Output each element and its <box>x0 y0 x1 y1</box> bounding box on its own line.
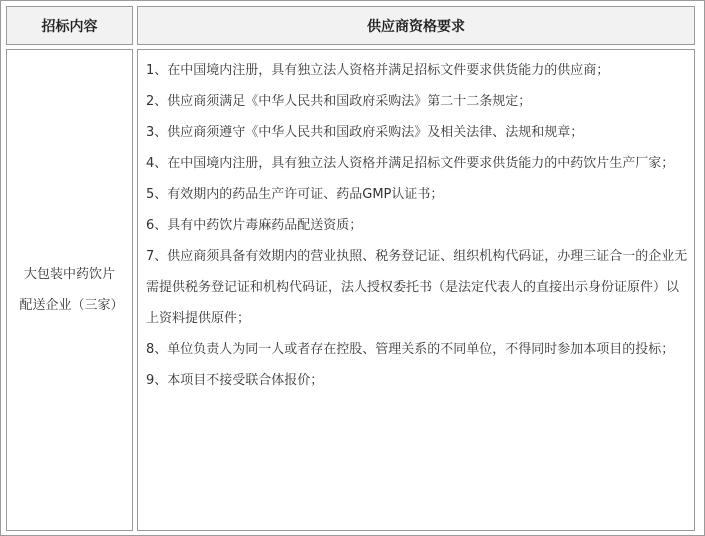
requirement-item: 1、在中国境内注册，具有独立法人资格并满足招标文件要求供货能力的供应商； <box>146 63 610 78</box>
header-bid-content <box>6 6 133 45</box>
requirement-item: 5、有效期内的药品生产许可证、药品GMP认证书； <box>146 187 444 202</box>
requirement-item: 2、供应商须满足《中华人民共和国政府采购法》第二十二条规定； <box>146 94 532 109</box>
header-supplier-requirements-label: 供应商资格要求 <box>367 18 465 35</box>
bid-item-name: 大包装中药饮片配送企业（三家） <box>19 267 124 313</box>
requirement-item: 9、本项目不接受联合体报价； <box>146 373 324 388</box>
requirement-item: 3、供应商须遵守《中华人民共和国政府采购法》及相关法律、法规和规章； <box>146 125 584 140</box>
header-supplier-requirements <box>137 6 695 45</box>
bid-content-cell <box>6 49 133 531</box>
requirement-item: 8、单位负责人为同一人或者存在控股、管理关系的不同单位，不得同时参加本项目的投标； <box>146 342 675 357</box>
requirement-item: 6、具有中药饮片毒麻药品配送资质； <box>146 218 363 233</box>
requirement-item: 4、在中国境内注册，具有独立法人资格并满足招标文件要求供货能力的中药饮片生产厂家； <box>146 156 675 171</box>
requirements-cell <box>137 49 695 531</box>
requirement-item: 7、供应商须具备有效期内的营业执照、税务登记证、组织机构代码证，办理三证合一的企业无需提供税务登记证和机构代码证，法人授权委托书（是法定代表人的直接出示身份证原件）以上资料提供原件； <box>146 249 688 326</box>
requirements-list <box>146 55 688 396</box>
header-bid-content-label: 招标内容 <box>41 18 98 35</box>
